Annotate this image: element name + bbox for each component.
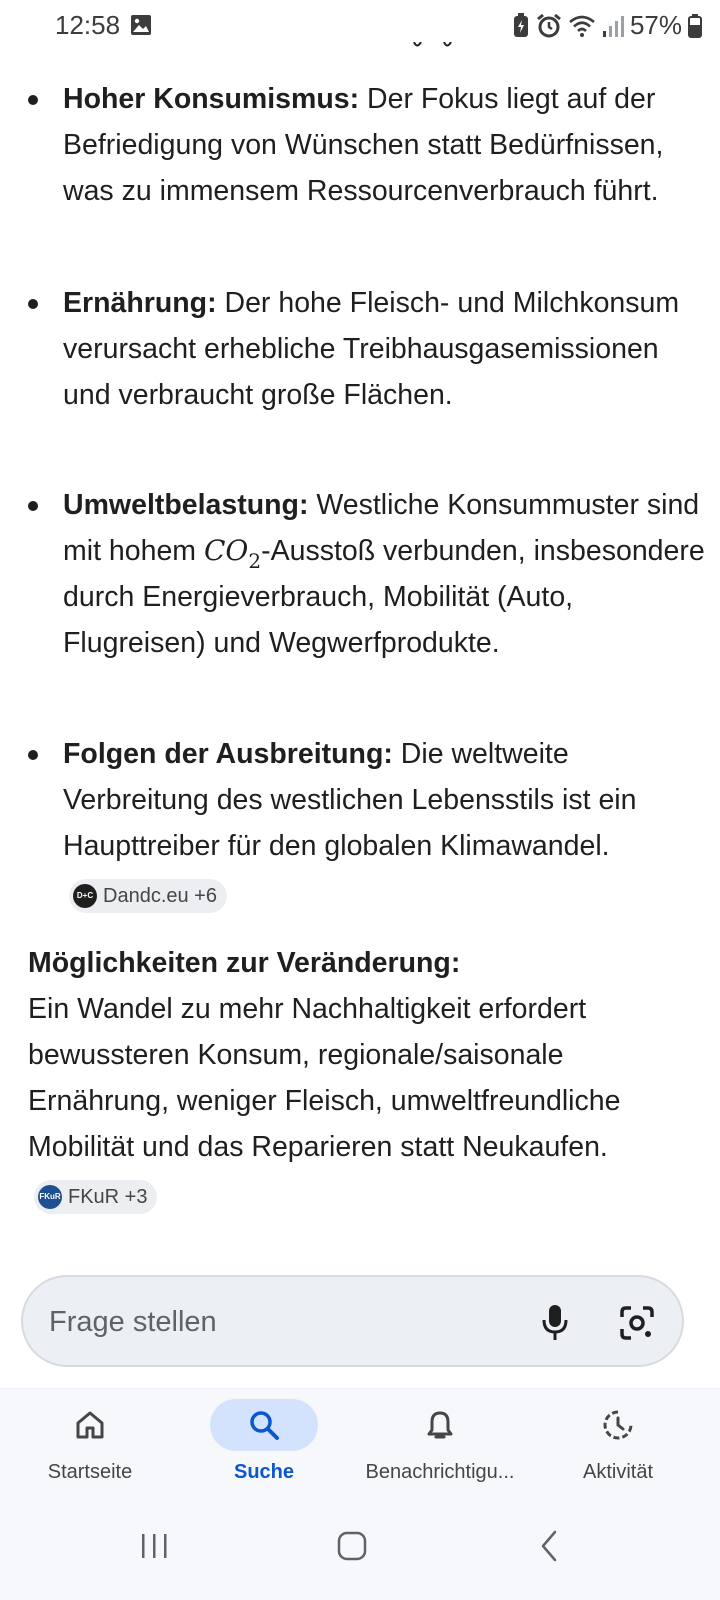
battery-icon	[688, 14, 702, 38]
activity-icon	[602, 1409, 634, 1441]
nav-label: Startseite	[47, 1461, 133, 1483]
list-item	[28, 731, 698, 915]
nav-icon-wrap	[564, 1399, 672, 1451]
source-chip-fkur[interactable]	[34, 1180, 157, 1214]
formula-base: CO	[203, 534, 249, 567]
section-heading	[28, 940, 698, 986]
back-button-icon[interactable]	[536, 1526, 562, 1566]
home-button-icon[interactable]	[336, 1526, 368, 1566]
bullet-body: Der hohe Fleisch- und Milchkonsum verursacht erhebliche Treibhausgasemissionen und verbraucht große Flächen.	[63, 287, 680, 411]
nav-label: Aktivität	[582, 1461, 654, 1483]
bullet-text	[63, 280, 713, 418]
section-text: Ein Wandel zu mehr Nachhaltigkeit erfordert bewussteren Konsum, regionale/saisonale Ernährung, weniger Fleisch, umweltfreundliche Mobilität und das Reparieren statt Neukaufen.	[28, 993, 621, 1163]
nav-icon-wrap	[210, 1399, 318, 1451]
bullet-dot	[28, 95, 38, 105]
bell-icon	[424, 1409, 456, 1441]
clipped-text-fragment	[412, 42, 456, 50]
ask-input-bar[interactable]	[21, 1275, 684, 1367]
wifi-icon	[568, 14, 596, 38]
bullet-text	[63, 482, 713, 666]
nav-suche[interactable]	[174, 1389, 354, 1509]
bottom-navigation	[0, 1388, 720, 1509]
source-chip-dandc[interactable]	[69, 879, 227, 913]
co2-formula	[203, 534, 262, 573]
bullet-title: Folgen der Ausbreitung:	[63, 738, 393, 770]
section-changes	[28, 940, 698, 1216]
search-icon	[248, 1409, 280, 1441]
bullet-title: Hoher Konsumismus:	[63, 83, 360, 115]
bullet-dot	[28, 501, 38, 511]
formula-subscript: 2	[248, 549, 262, 573]
nav-benachrichtigungen[interactable]	[350, 1389, 530, 1509]
bullet-body: Der Fokus liegt auf der Befriedigung von Wünschen statt Bedürfnissen, was zu immensem Ressourcenverbrauch führt.	[63, 83, 664, 207]
bullet-body-before: Westliche Konsummuster sind mit hohem	[63, 489, 700, 567]
bullet-title: Umweltbelastung:	[63, 489, 309, 521]
source-chip-label: FKuR +3	[68, 1186, 148, 1208]
battery-percent: 57%	[629, 10, 682, 40]
dandc-logo-icon: D+C	[73, 884, 97, 908]
nav-startseite[interactable]	[0, 1389, 180, 1509]
bullet-text	[63, 731, 713, 915]
status-bar	[0, 0, 720, 52]
recent-apps-icon[interactable]	[140, 1526, 170, 1566]
google-lens-icon[interactable]	[619, 1305, 655, 1341]
list-item	[28, 482, 705, 712]
alarm-icon	[536, 13, 562, 39]
status-icons	[512, 10, 702, 41]
nav-label: Suche	[233, 1461, 295, 1483]
bullet-body-after: -Ausstoß verbunden, insbesondere durch Energieverbrauch, Mobilität (Auto, Flugreisen) und Wegwerfprodukte.	[63, 535, 705, 659]
microphone-icon[interactable]	[539, 1303, 571, 1343]
home-icon	[74, 1409, 106, 1441]
list-item	[28, 76, 698, 260]
bullet-title: Ernährung:	[63, 287, 217, 319]
bullet-body: Die weltweite Verbreitung des westlichen Lebensstils ist ein Haupttreiber für den globalen Klimawandel.	[63, 738, 637, 862]
fkur-logo-icon: FKuR	[38, 1185, 62, 1209]
signal-icon	[602, 14, 624, 38]
nav-aktivitaet[interactable]	[528, 1389, 708, 1509]
source-chip-label: Dandc.eu +6	[103, 885, 217, 907]
bullet-dot	[28, 750, 38, 760]
nav-icon-wrap	[386, 1399, 494, 1451]
status-time: 12:58	[55, 10, 121, 40]
bullet-dot	[28, 299, 38, 309]
section-heading-text: Möglichkeiten zur Veränderung:	[28, 947, 461, 979]
image-icon	[130, 14, 152, 36]
list-item	[28, 280, 698, 464]
system-navigation-bar	[0, 1508, 720, 1600]
bullet-text	[63, 76, 713, 214]
nav-icon-wrap	[36, 1399, 144, 1451]
battery-saver-icon	[512, 13, 530, 39]
ask-input-placeholder[interactable]: Frage stellen	[49, 1306, 217, 1338]
nav-label: Benachrichtigu...	[365, 1461, 515, 1483]
section-body	[28, 986, 698, 1216]
